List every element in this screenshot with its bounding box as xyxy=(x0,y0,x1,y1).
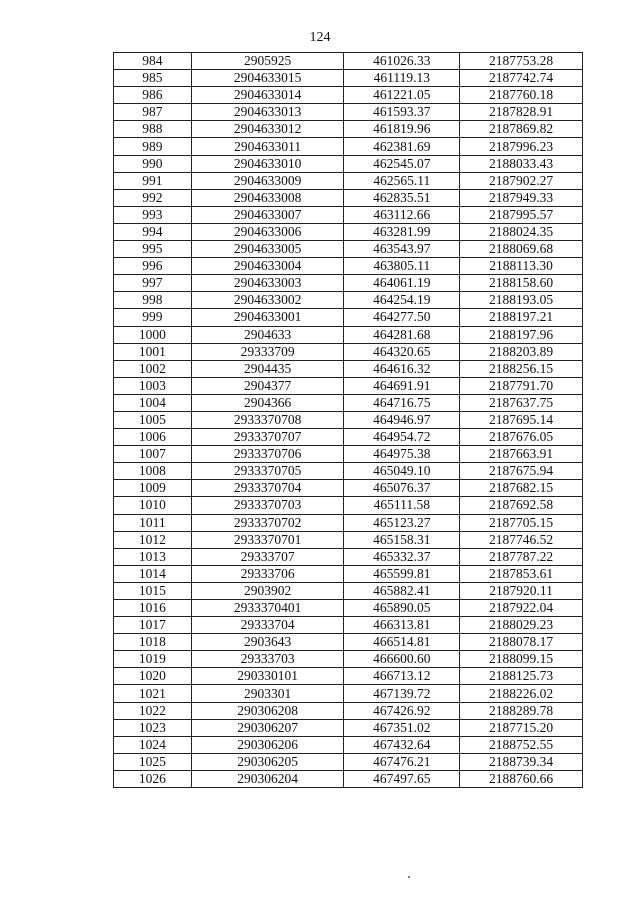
y-coordinate-cell: 2187742.74 xyxy=(460,70,583,87)
x-coordinate-cell: 462545.07 xyxy=(344,155,460,172)
point-code-cell: 290306208 xyxy=(191,702,344,719)
y-coordinate-cell: 2188099.15 xyxy=(460,651,583,668)
table-row xyxy=(114,121,583,138)
y-coordinate-cell: 2187692.58 xyxy=(460,497,583,514)
x-coordinate-cell: 467476.21 xyxy=(344,753,460,770)
x-coordinate-cell: 464946.97 xyxy=(344,411,460,428)
point-code-cell: 2933370703 xyxy=(191,497,344,514)
x-coordinate-cell: 464975.38 xyxy=(344,446,460,463)
point-code-cell: 29333709 xyxy=(191,343,344,360)
coordinates-table-body xyxy=(114,53,583,788)
y-coordinate-cell: 2187853.61 xyxy=(460,565,583,582)
point-code-cell: 2904633012 xyxy=(191,121,344,138)
x-coordinate-cell: 465111.58 xyxy=(344,497,460,514)
row-index-cell: 1004 xyxy=(114,394,192,411)
point-code-cell: 29333706 xyxy=(191,565,344,582)
x-coordinate-cell: 465332.37 xyxy=(344,548,460,565)
table-row xyxy=(114,53,583,70)
x-coordinate-cell: 462565.11 xyxy=(344,172,460,189)
row-index-cell: 1013 xyxy=(114,548,192,565)
y-coordinate-cell: 2187787.22 xyxy=(460,548,583,565)
y-coordinate-cell: 2188203.89 xyxy=(460,343,583,360)
x-coordinate-cell: 463112.66 xyxy=(344,206,460,223)
y-coordinate-cell: 2188193.05 xyxy=(460,292,583,309)
y-coordinate-cell: 2188197.21 xyxy=(460,309,583,326)
table-row xyxy=(114,582,583,599)
x-coordinate-cell: 464716.75 xyxy=(344,394,460,411)
row-index-cell: 995 xyxy=(114,241,192,258)
table-row xyxy=(114,326,583,343)
table-row xyxy=(114,463,583,480)
point-code-cell: 2933370704 xyxy=(191,480,344,497)
row-index-cell: 1010 xyxy=(114,497,192,514)
row-index-cell: 996 xyxy=(114,258,192,275)
y-coordinate-cell: 2187902.27 xyxy=(460,172,583,189)
x-coordinate-cell: 461221.05 xyxy=(344,87,460,104)
y-coordinate-cell: 2188029.23 xyxy=(460,617,583,634)
y-coordinate-cell: 2187920.11 xyxy=(460,582,583,599)
x-coordinate-cell: 461119.13 xyxy=(344,70,460,87)
y-coordinate-cell: 2188226.02 xyxy=(460,685,583,702)
point-code-cell: 2903301 xyxy=(191,685,344,702)
row-index-cell: 1024 xyxy=(114,736,192,753)
x-coordinate-cell: 465123.27 xyxy=(344,514,460,531)
row-index-cell: 1003 xyxy=(114,377,192,394)
row-index-cell: 997 xyxy=(114,275,192,292)
point-code-cell: 2904633006 xyxy=(191,223,344,240)
y-coordinate-cell: 2187995.57 xyxy=(460,206,583,223)
table-row xyxy=(114,411,583,428)
x-coordinate-cell: 466713.12 xyxy=(344,668,460,685)
table-row xyxy=(114,753,583,770)
x-coordinate-cell: 464320.65 xyxy=(344,343,460,360)
table-row xyxy=(114,702,583,719)
x-coordinate-cell: 461593.37 xyxy=(344,104,460,121)
row-index-cell: 1000 xyxy=(114,326,192,343)
x-coordinate-cell: 464281.68 xyxy=(344,326,460,343)
x-coordinate-cell: 465890.05 xyxy=(344,600,460,617)
y-coordinate-cell: 2187675.94 xyxy=(460,463,583,480)
point-code-cell: 2904633011 xyxy=(191,138,344,155)
table-row xyxy=(114,70,583,87)
table-row xyxy=(114,360,583,377)
table-row xyxy=(114,394,583,411)
y-coordinate-cell: 2187676.05 xyxy=(460,429,583,446)
point-code-cell: 2933370705 xyxy=(191,463,344,480)
row-index-cell: 1008 xyxy=(114,463,192,480)
y-coordinate-cell: 2188078.17 xyxy=(460,634,583,651)
table-row xyxy=(114,189,583,206)
y-coordinate-cell: 2187949.33 xyxy=(460,189,583,206)
row-index-cell: 991 xyxy=(114,172,192,189)
table-row xyxy=(114,104,583,121)
table-row xyxy=(114,87,583,104)
y-coordinate-cell: 2188069.68 xyxy=(460,241,583,258)
y-coordinate-cell: 2188158.60 xyxy=(460,275,583,292)
y-coordinate-cell: 2188024.35 xyxy=(460,223,583,240)
y-coordinate-cell: 2188197.96 xyxy=(460,326,583,343)
x-coordinate-cell: 465599.81 xyxy=(344,565,460,582)
row-index-cell: 1009 xyxy=(114,480,192,497)
y-coordinate-cell: 2188739.34 xyxy=(460,753,583,770)
point-code-cell: 2933370702 xyxy=(191,514,344,531)
table-row xyxy=(114,719,583,736)
table-row xyxy=(114,241,583,258)
y-coordinate-cell: 2188033.43 xyxy=(460,155,583,172)
x-coordinate-cell: 466313.81 xyxy=(344,617,460,634)
table-row xyxy=(114,292,583,309)
x-coordinate-cell: 466600.60 xyxy=(344,651,460,668)
row-index-cell: 1022 xyxy=(114,702,192,719)
row-index-cell: 1020 xyxy=(114,668,192,685)
table-row xyxy=(114,309,583,326)
coordinates-table xyxy=(113,52,583,788)
row-index-cell: 993 xyxy=(114,206,192,223)
point-code-cell: 2903902 xyxy=(191,582,344,599)
x-coordinate-cell: 461026.33 xyxy=(344,53,460,70)
row-index-cell: 990 xyxy=(114,155,192,172)
x-coordinate-cell: 463543.97 xyxy=(344,241,460,258)
table-row xyxy=(114,258,583,275)
table-row xyxy=(114,377,583,394)
y-coordinate-cell: 2188113.30 xyxy=(460,258,583,275)
row-index-cell: 1002 xyxy=(114,360,192,377)
table-row xyxy=(114,685,583,702)
row-index-cell: 987 xyxy=(114,104,192,121)
row-index-cell: 998 xyxy=(114,292,192,309)
point-code-cell: 2904377 xyxy=(191,377,344,394)
table-row xyxy=(114,206,583,223)
row-index-cell: 1007 xyxy=(114,446,192,463)
table-row xyxy=(114,155,583,172)
row-index-cell: 1017 xyxy=(114,617,192,634)
table-row xyxy=(114,138,583,155)
y-coordinate-cell: 2187760.18 xyxy=(460,87,583,104)
y-coordinate-cell: 2187791.70 xyxy=(460,377,583,394)
row-index-cell: 1014 xyxy=(114,565,192,582)
row-index-cell: 988 xyxy=(114,121,192,138)
x-coordinate-cell: 467351.02 xyxy=(344,719,460,736)
point-code-cell: 2933370706 xyxy=(191,446,344,463)
row-index-cell: 1015 xyxy=(114,582,192,599)
table-row xyxy=(114,565,583,582)
point-code-cell: 2904633015 xyxy=(191,70,344,87)
row-index-cell: 984 xyxy=(114,53,192,70)
row-index-cell: 1016 xyxy=(114,600,192,617)
point-code-cell: 2933370701 xyxy=(191,531,344,548)
point-code-cell: 2904633014 xyxy=(191,87,344,104)
y-coordinate-cell: 2187753.28 xyxy=(460,53,583,70)
row-index-cell: 1005 xyxy=(114,411,192,428)
table-row xyxy=(114,446,583,463)
point-code-cell: 2904633008 xyxy=(191,189,344,206)
table-row xyxy=(114,172,583,189)
y-coordinate-cell: 2187637.75 xyxy=(460,394,583,411)
x-coordinate-cell: 465158.31 xyxy=(344,531,460,548)
table-row xyxy=(114,651,583,668)
x-coordinate-cell: 465076.37 xyxy=(344,480,460,497)
point-code-cell: 2903643 xyxy=(191,634,344,651)
x-coordinate-cell: 464254.19 xyxy=(344,292,460,309)
point-code-cell: 290306204 xyxy=(191,770,344,787)
y-coordinate-cell: 2187715.20 xyxy=(460,719,583,736)
point-code-cell: 2904435 xyxy=(191,360,344,377)
table-row xyxy=(114,497,583,514)
table-row xyxy=(114,548,583,565)
table-row xyxy=(114,600,583,617)
y-coordinate-cell: 2188125.73 xyxy=(460,668,583,685)
x-coordinate-cell: 467497.65 xyxy=(344,770,460,787)
row-index-cell: 1006 xyxy=(114,429,192,446)
point-code-cell: 2933370707 xyxy=(191,429,344,446)
y-coordinate-cell: 2188289.78 xyxy=(460,702,583,719)
page-number: 124 xyxy=(309,30,331,45)
point-code-cell: 2904633 xyxy=(191,326,344,343)
table-row xyxy=(114,736,583,753)
x-coordinate-cell: 464061.19 xyxy=(344,275,460,292)
row-index-cell: 1011 xyxy=(114,514,192,531)
x-coordinate-cell: 465049.10 xyxy=(344,463,460,480)
x-coordinate-cell: 462835.51 xyxy=(344,189,460,206)
table-row xyxy=(114,531,583,548)
table-row xyxy=(114,770,583,787)
x-coordinate-cell: 467139.72 xyxy=(344,685,460,702)
y-coordinate-cell: 2187828.91 xyxy=(460,104,583,121)
point-code-cell: 2933370401 xyxy=(191,600,344,617)
x-coordinate-cell: 464954.72 xyxy=(344,429,460,446)
table-row xyxy=(114,514,583,531)
table-row xyxy=(114,480,583,497)
x-coordinate-cell: 462381.69 xyxy=(344,138,460,155)
point-code-cell: 2904633005 xyxy=(191,241,344,258)
point-code-cell: 2904633007 xyxy=(191,206,344,223)
point-code-cell: 2904633009 xyxy=(191,172,344,189)
x-coordinate-cell: 463805.11 xyxy=(344,258,460,275)
row-index-cell: 1021 xyxy=(114,685,192,702)
point-code-cell: 29333704 xyxy=(191,617,344,634)
row-index-cell: 1026 xyxy=(114,770,192,787)
y-coordinate-cell: 2187682.15 xyxy=(460,480,583,497)
row-index-cell: 992 xyxy=(114,189,192,206)
point-code-cell: 2904366 xyxy=(191,394,344,411)
row-index-cell: 985 xyxy=(114,70,192,87)
y-coordinate-cell: 2187695.14 xyxy=(460,411,583,428)
table-row xyxy=(114,668,583,685)
y-coordinate-cell: 2188760.66 xyxy=(460,770,583,787)
point-code-cell: 2904633010 xyxy=(191,155,344,172)
point-code-cell: 290306207 xyxy=(191,719,344,736)
row-index-cell: 1023 xyxy=(114,719,192,736)
footer-mark xyxy=(408,876,410,878)
point-code-cell: 290306205 xyxy=(191,753,344,770)
y-coordinate-cell: 2187663.91 xyxy=(460,446,583,463)
row-index-cell: 986 xyxy=(114,87,192,104)
y-coordinate-cell: 2187996.23 xyxy=(460,138,583,155)
row-index-cell: 989 xyxy=(114,138,192,155)
y-coordinate-cell: 2187705.15 xyxy=(460,514,583,531)
table-row xyxy=(114,343,583,360)
table-row xyxy=(114,617,583,634)
x-coordinate-cell: 467426.92 xyxy=(344,702,460,719)
point-code-cell: 29333707 xyxy=(191,548,344,565)
y-coordinate-cell: 2187922.04 xyxy=(460,600,583,617)
point-code-cell: 2904633003 xyxy=(191,275,344,292)
point-code-cell: 29333703 xyxy=(191,651,344,668)
point-code-cell: 2933370708 xyxy=(191,411,344,428)
x-coordinate-cell: 463281.99 xyxy=(344,223,460,240)
x-coordinate-cell: 464691.91 xyxy=(344,377,460,394)
table-row xyxy=(114,223,583,240)
point-code-cell: 290306206 xyxy=(191,736,344,753)
x-coordinate-cell: 464277.50 xyxy=(344,309,460,326)
row-index-cell: 1001 xyxy=(114,343,192,360)
y-coordinate-cell: 2188752.55 xyxy=(460,736,583,753)
row-index-cell: 1019 xyxy=(114,651,192,668)
point-code-cell: 290330101 xyxy=(191,668,344,685)
table-row xyxy=(114,275,583,292)
x-coordinate-cell: 466514.81 xyxy=(344,634,460,651)
point-code-cell: 2904633001 xyxy=(191,309,344,326)
point-code-cell: 2904633013 xyxy=(191,104,344,121)
row-index-cell: 999 xyxy=(114,309,192,326)
x-coordinate-cell: 465882.41 xyxy=(344,582,460,599)
table-row xyxy=(114,634,583,651)
point-code-cell: 2904633002 xyxy=(191,292,344,309)
point-code-cell: 2904633004 xyxy=(191,258,344,275)
row-index-cell: 994 xyxy=(114,223,192,240)
row-index-cell: 1018 xyxy=(114,634,192,651)
x-coordinate-cell: 467432.64 xyxy=(344,736,460,753)
row-index-cell: 1012 xyxy=(114,531,192,548)
row-index-cell: 1025 xyxy=(114,753,192,770)
x-coordinate-cell: 464616.32 xyxy=(344,360,460,377)
y-coordinate-cell: 2187869.82 xyxy=(460,121,583,138)
x-coordinate-cell: 461819.96 xyxy=(344,121,460,138)
point-code-cell: 2905925 xyxy=(191,53,344,70)
y-coordinate-cell: 2188256.15 xyxy=(460,360,583,377)
y-coordinate-cell: 2187746.52 xyxy=(460,531,583,548)
table-row xyxy=(114,429,583,446)
